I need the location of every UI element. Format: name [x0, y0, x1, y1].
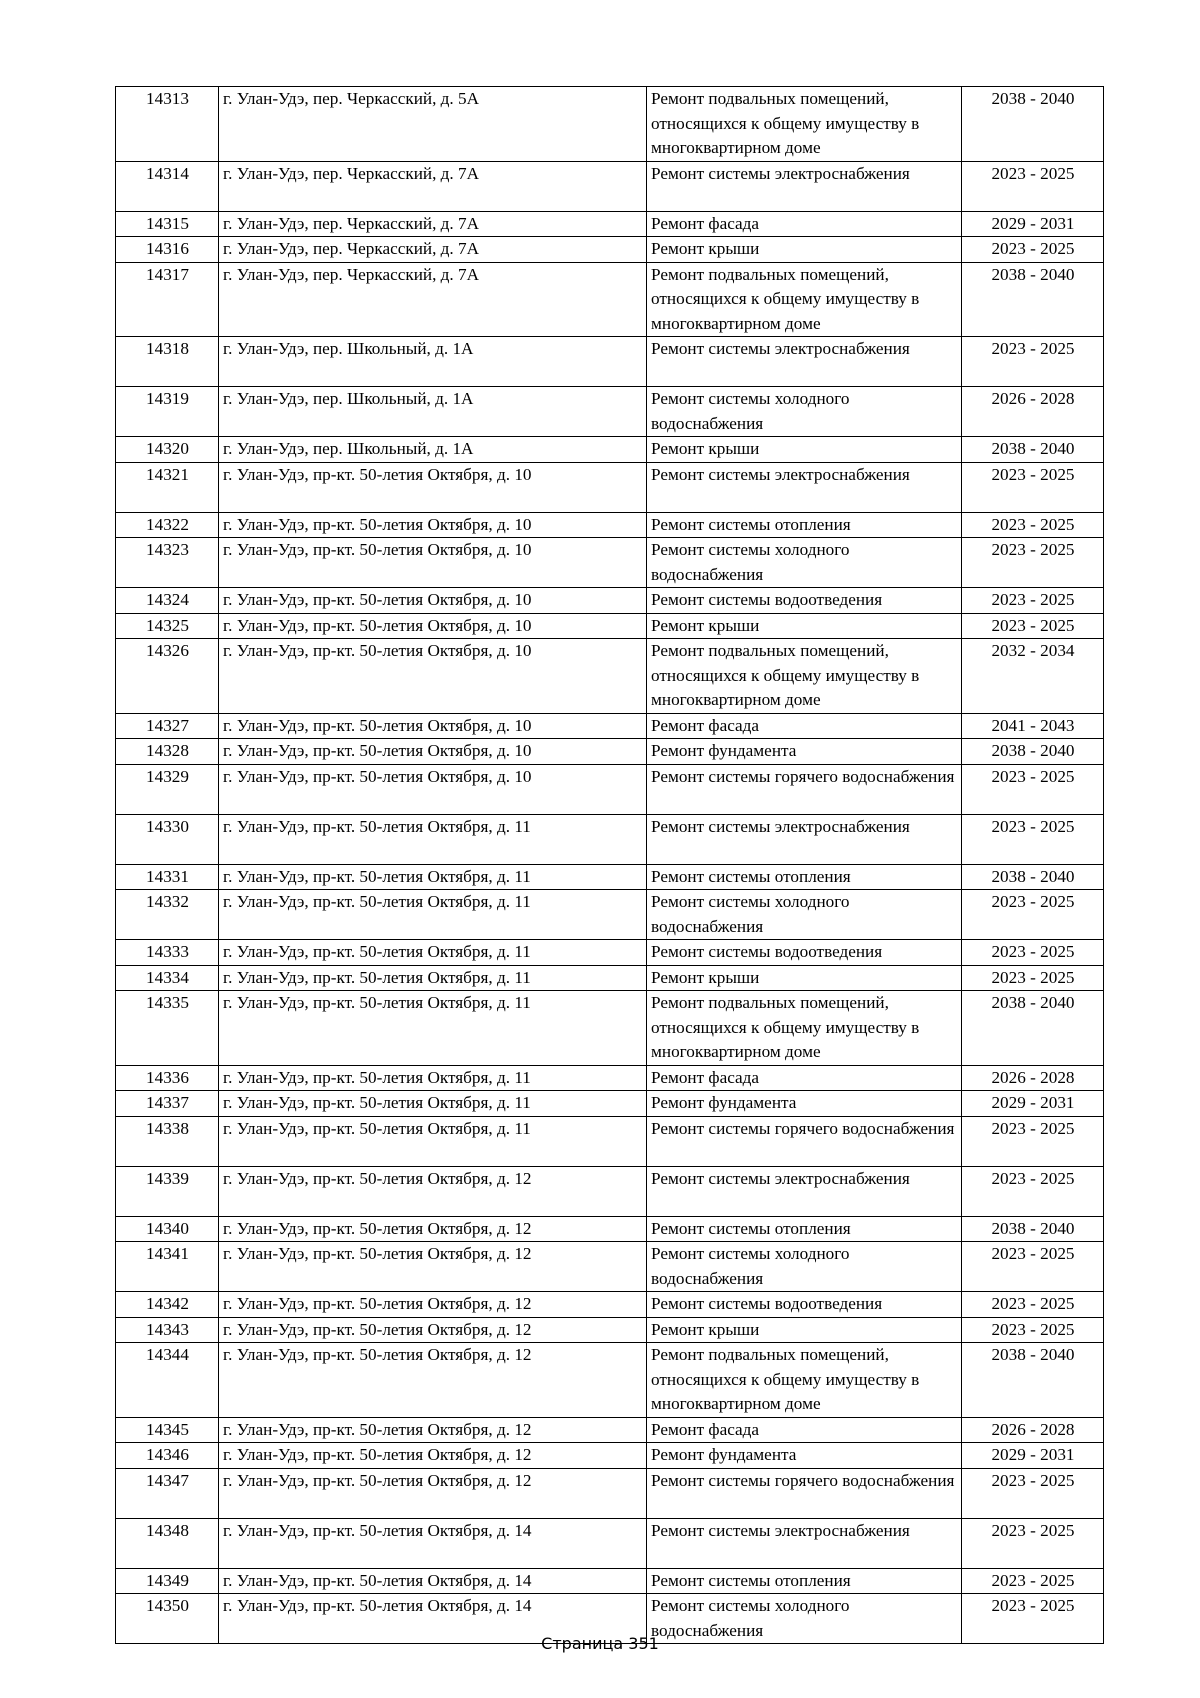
work-type-cell: Ремонт системы электроснабжения [647, 814, 962, 864]
address-cell: г. Улан-Удэ, пер. Школьный, д. 1А [219, 437, 647, 463]
work-type-cell: Ремонт системы холодного водоснабжения [647, 538, 962, 588]
address-cell: г. Улан-Удэ, пер. Черкасский, д. 7А [219, 211, 647, 237]
address-cell: г. Улан-Удэ, пр-кт. 50-летия Октября, д. 10 [219, 639, 647, 714]
row-number-cell: 14319 [116, 387, 219, 437]
address-cell: г. Улан-Удэ, пр-кт. 50-летия Октября, д. 12 [219, 1216, 647, 1242]
table-row [116, 1292, 1104, 1318]
work-type-cell: Ремонт системы электроснабжения [647, 337, 962, 387]
period-cell: 2023 - 2025 [962, 462, 1104, 512]
table-row [116, 1343, 1104, 1418]
period-cell: 2023 - 2025 [962, 613, 1104, 639]
row-number-cell: 14330 [116, 814, 219, 864]
table-body [116, 87, 1104, 1644]
address-cell: г. Улан-Удэ, пр-кт. 50-летия Октября, д. 14 [219, 1594, 647, 1644]
repair-schedule-table [115, 86, 1104, 1644]
table-row [116, 1242, 1104, 1292]
work-type-cell: Ремонт системы отопления [647, 1568, 962, 1594]
page-number: Страница 351 [541, 1634, 659, 1653]
address-cell: г. Улан-Удэ, пер. Школьный, д. 1А [219, 337, 647, 387]
period-cell: 2029 - 2031 [962, 1091, 1104, 1117]
row-number-cell: 14340 [116, 1216, 219, 1242]
table-row [116, 1317, 1104, 1343]
work-type-cell: Ремонт системы электроснабжения [647, 1166, 962, 1216]
period-cell: 2026 - 2028 [962, 387, 1104, 437]
table-row [116, 739, 1104, 765]
row-number-cell: 14328 [116, 739, 219, 765]
address-cell: г. Улан-Удэ, пер. Черкасский, д. 7А [219, 161, 647, 211]
work-type-cell: Ремонт подвальных помещений, относящихся к общему имуществу в многоквартирном доме [647, 991, 962, 1066]
table-row [116, 639, 1104, 714]
work-type-cell: Ремонт системы электроснабжения [647, 1518, 962, 1568]
work-type-cell: Ремонт крыши [647, 237, 962, 263]
work-type-cell: Ремонт системы электроснабжения [647, 462, 962, 512]
row-number-cell: 14325 [116, 613, 219, 639]
period-cell: 2038 - 2040 [962, 1216, 1104, 1242]
address-cell: г. Улан-Удэ, пр-кт. 50-летия Октября, д. 12 [219, 1242, 647, 1292]
work-type-cell: Ремонт системы горячего водоснабжения [647, 1468, 962, 1518]
work-type-cell: Ремонт крыши [647, 1317, 962, 1343]
work-type-cell: Ремонт системы горячего водоснабжения [647, 1116, 962, 1166]
work-type-cell: Ремонт системы горячего водоснабжения [647, 764, 962, 814]
period-cell: 2029 - 2031 [962, 1443, 1104, 1469]
work-type-cell: Ремонт фундамента [647, 739, 962, 765]
address-cell: г. Улан-Удэ, пр-кт. 50-летия Октября, д. 14 [219, 1518, 647, 1568]
table-row [116, 437, 1104, 463]
work-type-cell: Ремонт системы отопления [647, 1216, 962, 1242]
period-cell: 2023 - 2025 [962, 764, 1104, 814]
period-cell: 2023 - 2025 [962, 965, 1104, 991]
address-cell: г. Улан-Удэ, пр-кт. 50-летия Октября, д. 12 [219, 1343, 647, 1418]
period-cell: 2023 - 2025 [962, 1468, 1104, 1518]
work-type-cell: Ремонт подвальных помещений, относящихся к общему имуществу в многоквартирном доме [647, 262, 962, 337]
address-cell: г. Улан-Удэ, пр-кт. 50-летия Октября, д. 12 [219, 1417, 647, 1443]
address-cell: г. Улан-Удэ, пр-кт. 50-летия Октября, д. 11 [219, 890, 647, 940]
row-number-cell: 14347 [116, 1468, 219, 1518]
table-row [116, 1065, 1104, 1091]
period-cell: 2023 - 2025 [962, 538, 1104, 588]
row-number-cell: 14343 [116, 1317, 219, 1343]
work-type-cell: Ремонт системы холодного водоснабжения [647, 1242, 962, 1292]
address-cell: г. Улан-Удэ, пр-кт. 50-летия Октября, д. 10 [219, 613, 647, 639]
address-cell: г. Улан-Удэ, пр-кт. 50-летия Октября, д. 11 [219, 940, 647, 966]
period-cell: 2023 - 2025 [962, 1594, 1104, 1644]
row-number-cell: 14349 [116, 1568, 219, 1594]
row-number-cell: 14344 [116, 1343, 219, 1418]
work-type-cell: Ремонт системы водоотведения [647, 588, 962, 614]
table-row [116, 538, 1104, 588]
address-cell: г. Улан-Удэ, пер. Школьный, д. 1А [219, 387, 647, 437]
row-number-cell: 14335 [116, 991, 219, 1066]
address-cell: г. Улан-Удэ, пр-кт. 50-летия Октября, д. 10 [219, 588, 647, 614]
period-cell: 2038 - 2040 [962, 262, 1104, 337]
work-type-cell: Ремонт фундамента [647, 1443, 962, 1469]
address-cell: г. Улан-Удэ, пр-кт. 50-летия Октября, д. 10 [219, 739, 647, 765]
work-type-cell: Ремонт фасада [647, 1065, 962, 1091]
work-type-cell: Ремонт фасада [647, 211, 962, 237]
period-cell: 2023 - 2025 [962, 1292, 1104, 1318]
work-type-cell: Ремонт фундамента [647, 1091, 962, 1117]
row-number-cell: 14326 [116, 639, 219, 714]
row-number-cell: 14322 [116, 512, 219, 538]
row-number-cell: 14341 [116, 1242, 219, 1292]
period-cell: 2023 - 2025 [962, 1518, 1104, 1568]
table-row [116, 462, 1104, 512]
row-number-cell: 14317 [116, 262, 219, 337]
row-number-cell: 14314 [116, 161, 219, 211]
address-cell: г. Улан-Удэ, пр-кт. 50-летия Октября, д. 12 [219, 1317, 647, 1343]
period-cell: 2023 - 2025 [962, 337, 1104, 387]
row-number-cell: 14346 [116, 1443, 219, 1469]
period-cell: 2032 - 2034 [962, 639, 1104, 714]
table-row [116, 713, 1104, 739]
address-cell: г. Улан-Удэ, пр-кт. 50-летия Октября, д. 12 [219, 1443, 647, 1469]
table-row [116, 262, 1104, 337]
work-type-cell: Ремонт подвальных помещений, относящихся к общему имуществу в многоквартирном доме [647, 87, 962, 162]
address-cell: г. Улан-Удэ, пр-кт. 50-летия Октября, д. 10 [219, 462, 647, 512]
work-type-cell: Ремонт крыши [647, 437, 962, 463]
table-row [116, 1568, 1104, 1594]
period-cell: 2023 - 2025 [962, 940, 1104, 966]
table-row [116, 87, 1104, 162]
address-cell: г. Улан-Удэ, пр-кт. 50-летия Октября, д. 11 [219, 965, 647, 991]
address-cell: г. Улан-Удэ, пр-кт. 50-летия Октября, д. 10 [219, 538, 647, 588]
table-row [116, 161, 1104, 211]
table-row [116, 991, 1104, 1066]
table-row [116, 211, 1104, 237]
table-row [116, 965, 1104, 991]
period-cell: 2023 - 2025 [962, 512, 1104, 538]
period-cell: 2041 - 2043 [962, 713, 1104, 739]
period-cell: 2023 - 2025 [962, 161, 1104, 211]
table-row [116, 1116, 1104, 1166]
period-cell: 2029 - 2031 [962, 211, 1104, 237]
address-cell: г. Улан-Удэ, пер. Черкасский, д. 5А [219, 87, 647, 162]
row-number-cell: 14327 [116, 713, 219, 739]
period-cell: 2026 - 2028 [962, 1417, 1104, 1443]
table-row [116, 237, 1104, 263]
address-cell: г. Улан-Удэ, пр-кт. 50-летия Октября, д. 11 [219, 814, 647, 864]
address-cell: г. Улан-Удэ, пр-кт. 50-летия Октября, д. 11 [219, 1065, 647, 1091]
work-type-cell: Ремонт подвальных помещений, относящихся к общему имуществу в многоквартирном доме [647, 639, 962, 714]
table-row [116, 1468, 1104, 1518]
work-type-cell: Ремонт фасада [647, 713, 962, 739]
work-type-cell: Ремонт системы холодного водоснабжения [647, 1594, 962, 1644]
row-number-cell: 14332 [116, 890, 219, 940]
table-row [116, 1216, 1104, 1242]
row-number-cell: 14315 [116, 211, 219, 237]
period-cell: 2038 - 2040 [962, 1343, 1104, 1418]
table-row [116, 814, 1104, 864]
table-row [116, 1518, 1104, 1568]
work-type-cell: Ремонт фасада [647, 1417, 962, 1443]
period-cell: 2023 - 2025 [962, 1116, 1104, 1166]
table-row [116, 337, 1104, 387]
table-row [116, 588, 1104, 614]
work-type-cell: Ремонт системы водоотведения [647, 940, 962, 966]
address-cell: г. Улан-Удэ, пр-кт. 50-летия Октября, д. 11 [219, 1091, 647, 1117]
row-number-cell: 14321 [116, 462, 219, 512]
table-row [116, 1417, 1104, 1443]
table-row [116, 1443, 1104, 1469]
address-cell: г. Улан-Удэ, пр-кт. 50-летия Октября, д. 12 [219, 1468, 647, 1518]
period-cell: 2023 - 2025 [962, 1317, 1104, 1343]
row-number-cell: 14345 [116, 1417, 219, 1443]
table-row [116, 1166, 1104, 1216]
row-number-cell: 14338 [116, 1116, 219, 1166]
address-cell: г. Улан-Удэ, пер. Черкасский, д. 7А [219, 262, 647, 337]
table-row [116, 764, 1104, 814]
period-cell: 2038 - 2040 [962, 87, 1104, 162]
period-cell: 2023 - 2025 [962, 814, 1104, 864]
period-cell: 2023 - 2025 [962, 890, 1104, 940]
period-cell: 2038 - 2040 [962, 991, 1104, 1066]
row-number-cell: 14334 [116, 965, 219, 991]
work-type-cell: Ремонт системы электроснабжения [647, 161, 962, 211]
address-cell: г. Улан-Удэ, пр-кт. 50-летия Октября, д. 14 [219, 1568, 647, 1594]
row-number-cell: 14320 [116, 437, 219, 463]
work-type-cell: Ремонт системы холодного водоснабжения [647, 890, 962, 940]
table-row [116, 1091, 1104, 1117]
row-number-cell: 14324 [116, 588, 219, 614]
work-type-cell: Ремонт крыши [647, 965, 962, 991]
period-cell: 2038 - 2040 [962, 864, 1104, 890]
work-type-cell: Ремонт крыши [647, 613, 962, 639]
period-cell: 2023 - 2025 [962, 1568, 1104, 1594]
address-cell: г. Улан-Удэ, пр-кт. 50-летия Октября, д. 10 [219, 512, 647, 538]
work-type-cell: Ремонт системы холодного водоснабжения [647, 387, 962, 437]
address-cell: г. Улан-Удэ, пр-кт. 50-летия Октября, д. 12 [219, 1166, 647, 1216]
row-number-cell: 14313 [116, 87, 219, 162]
row-number-cell: 14329 [116, 764, 219, 814]
row-number-cell: 14348 [116, 1518, 219, 1568]
address-cell: г. Улан-Удэ, пр-кт. 50-летия Октября, д. 11 [219, 864, 647, 890]
row-number-cell: 14331 [116, 864, 219, 890]
table-row [116, 387, 1104, 437]
table-row [116, 512, 1104, 538]
table-row [116, 613, 1104, 639]
row-number-cell: 14337 [116, 1091, 219, 1117]
period-cell: 2026 - 2028 [962, 1065, 1104, 1091]
period-cell: 2023 - 2025 [962, 1166, 1104, 1216]
work-type-cell: Ремонт подвальных помещений, относящихся к общему имуществу в многоквартирном доме [647, 1343, 962, 1418]
row-number-cell: 14339 [116, 1166, 219, 1216]
address-cell: г. Улан-Удэ, пр-кт. 50-летия Октября, д. 10 [219, 713, 647, 739]
table-row [116, 940, 1104, 966]
period-cell: 2038 - 2040 [962, 739, 1104, 765]
period-cell: 2038 - 2040 [962, 437, 1104, 463]
row-number-cell: 14342 [116, 1292, 219, 1318]
address-cell: г. Улан-Удэ, пр-кт. 50-летия Октября, д. 12 [219, 1292, 647, 1318]
row-number-cell: 14318 [116, 337, 219, 387]
table-row [116, 890, 1104, 940]
address-cell: г. Улан-Удэ, пр-кт. 50-летия Октября, д. 11 [219, 1116, 647, 1166]
row-number-cell: 14336 [116, 1065, 219, 1091]
row-number-cell: 14350 [116, 1594, 219, 1644]
work-type-cell: Ремонт системы отопления [647, 864, 962, 890]
address-cell: г. Улан-Удэ, пер. Черкасский, д. 7А [219, 237, 647, 263]
table-row [116, 864, 1104, 890]
period-cell: 2023 - 2025 [962, 588, 1104, 614]
period-cell: 2023 - 2025 [962, 237, 1104, 263]
row-number-cell: 14316 [116, 237, 219, 263]
period-cell: 2023 - 2025 [962, 1242, 1104, 1292]
work-type-cell: Ремонт системы отопления [647, 512, 962, 538]
address-cell: г. Улан-Удэ, пр-кт. 50-летия Октября, д. 11 [219, 991, 647, 1066]
row-number-cell: 14333 [116, 940, 219, 966]
address-cell: г. Улан-Удэ, пр-кт. 50-летия Октября, д. 10 [219, 764, 647, 814]
row-number-cell: 14323 [116, 538, 219, 588]
work-type-cell: Ремонт системы водоотведения [647, 1292, 962, 1318]
